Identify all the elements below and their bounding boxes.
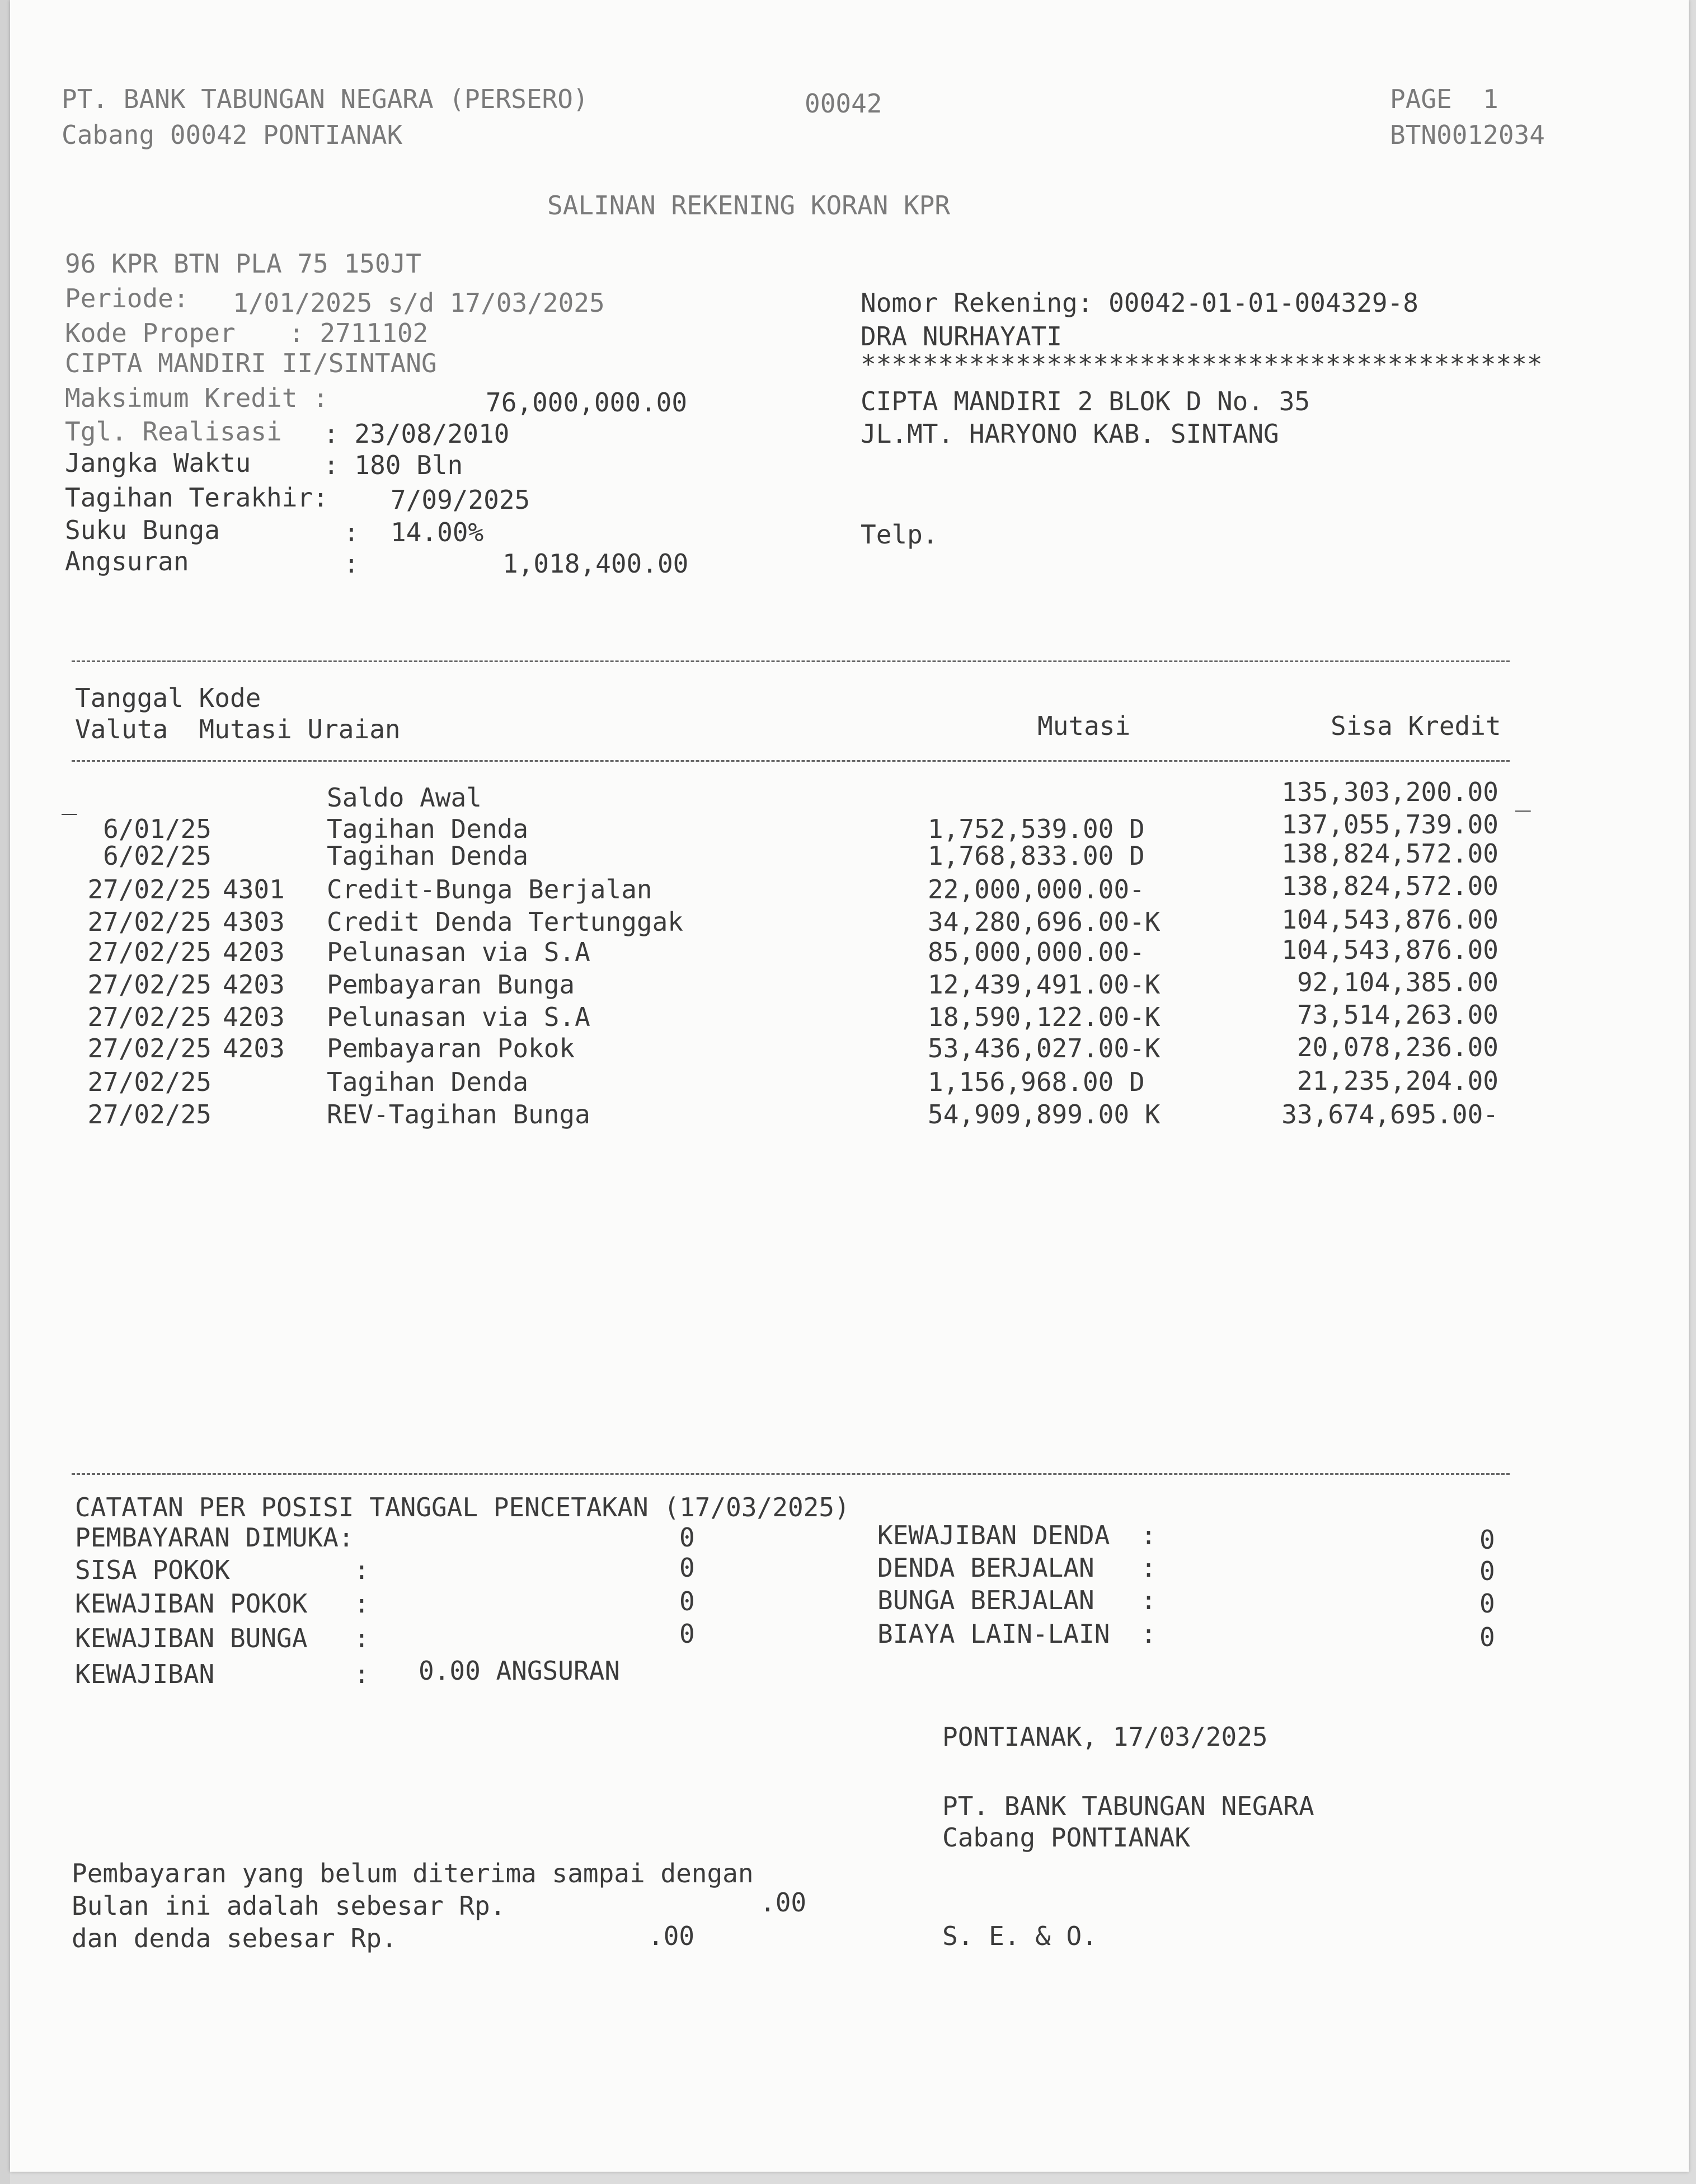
kewajiban-value: 0.00 ANGSURAN bbox=[419, 1656, 621, 1686]
row-sisa-kredit: 33,674,695.00- bbox=[1281, 1099, 1498, 1130]
row-code: 4203 bbox=[223, 969, 285, 1000]
masked-stars: ******************************************** bbox=[861, 349, 1543, 379]
row-description: Tagihan Denda bbox=[327, 1067, 529, 1097]
note-value: 0 bbox=[679, 1553, 695, 1583]
suku-bunga-value: 14.00% bbox=[391, 517, 484, 547]
divider-header bbox=[72, 760, 1510, 762]
document-code: BTN0012034 bbox=[1390, 120, 1545, 150]
branch-code: 00042 bbox=[805, 88, 882, 119]
divider-notes bbox=[72, 1473, 1510, 1475]
angsuran-label: Angsuran bbox=[65, 546, 189, 577]
row-mutasi: 85,000,000.00- bbox=[928, 937, 1145, 967]
row-code: 4203 bbox=[223, 937, 285, 967]
row-description: Pelunasan via S.A bbox=[327, 937, 590, 967]
notes-title: CATATAN PER POSISI TANGGAL PENCETAKAN (17/03/2025) bbox=[75, 1492, 850, 1522]
row-description: Pelunasan via S.A bbox=[327, 1002, 590, 1032]
periode-value: 1/01/2025 s/d 17/03/2025 bbox=[233, 288, 605, 318]
unpaid-note-line-3-value: .00 bbox=[648, 1921, 695, 1951]
angsuran-value: 1,018,400.00 bbox=[502, 549, 689, 579]
row-mutasi: 1,752,539.00 D bbox=[928, 814, 1145, 844]
kode-proper-value: : 2711102 bbox=[289, 318, 429, 348]
nomor-rekening: Nomor Rekening: 00042-01-01-004329-8 bbox=[861, 288, 1418, 318]
note-value: 0 bbox=[679, 1522, 695, 1553]
column-header-sisa-kredit: Sisa Kredit bbox=[1331, 711, 1501, 741]
kode-proper-label: Kode Proper bbox=[65, 318, 236, 348]
scan-edge bbox=[0, 0, 10, 2184]
unpaid-note-line-1: Pembayaran yang belum diterima sampai dengan bbox=[72, 1858, 754, 1888]
row-mutasi: 54,909,899.00 K bbox=[928, 1099, 1161, 1130]
row-sisa-kredit: 20,078,236.00 bbox=[1296, 1032, 1498, 1062]
row-date: 27/02/25 bbox=[87, 1067, 212, 1097]
row-code: 4203 bbox=[223, 1033, 285, 1063]
note-value: 0 bbox=[1479, 1588, 1495, 1619]
row-sisa-kredit: 73,514,263.00 bbox=[1296, 1000, 1498, 1030]
note-label: KEWAJIBAN POKOK : bbox=[75, 1588, 370, 1619]
row-code: 4203 bbox=[223, 1002, 285, 1032]
row-description: Credit Denda Tertunggak bbox=[327, 907, 683, 937]
row-sisa-kredit: 138,824,572.00 bbox=[1281, 838, 1498, 869]
row-marker: _ bbox=[62, 785, 77, 815]
note-label: BIAYA LAIN-LAIN : bbox=[877, 1619, 1157, 1649]
kewajiban-label: KEWAJIBAN : bbox=[75, 1659, 370, 1689]
row-date: 27/02/25 bbox=[87, 1033, 212, 1063]
row-description: Credit-Bunga Berjalan bbox=[327, 874, 652, 904]
note-value: 0 bbox=[1479, 1556, 1495, 1586]
row-mutasi: 1,156,968.00 D bbox=[928, 1067, 1145, 1097]
row-mutasi: 12,439,491.00-K bbox=[928, 969, 1161, 1000]
maksimum-kredit-value: 76,000,000.00 bbox=[486, 387, 688, 418]
note-label: KEWAJIBAN DENDA : bbox=[877, 1520, 1157, 1550]
unpaid-note-line-3-label: dan denda sebesar Rp. bbox=[72, 1923, 397, 1953]
row-mutasi: 1,768,833.00 D bbox=[928, 841, 1145, 871]
product-name: 96 KPR BTN PLA 75 150JT bbox=[65, 249, 421, 279]
footer-branch-name: Cabang PONTIANAK bbox=[942, 1822, 1191, 1853]
account-holder-name: DRA NURHAYATI bbox=[861, 321, 1063, 351]
column-header-mutasi: Mutasi bbox=[1037, 711, 1131, 741]
row-mutasi: 22,000,000.00- bbox=[928, 874, 1145, 904]
tagihan-terakhir-label: Tagihan Terakhir: bbox=[65, 482, 328, 513]
footer-bank-name: PT. BANK TABUNGAN NEGARA bbox=[942, 1791, 1314, 1821]
row-date: 6/01/25 bbox=[103, 814, 212, 844]
row-date: 27/02/25 bbox=[87, 1099, 212, 1130]
row-mutasi: 18,590,122.00-K bbox=[928, 1002, 1161, 1032]
row-description: Tagihan Denda bbox=[327, 841, 529, 871]
tgl-realisasi-label: Tgl. Realisasi bbox=[65, 416, 282, 447]
row-description: Pembayaran Pokok bbox=[327, 1033, 575, 1063]
row-sisa-kredit: 92,104,385.00 bbox=[1296, 967, 1498, 997]
row-code: 4301 bbox=[223, 874, 285, 904]
row-mutasi: 53,436,027.00-K bbox=[928, 1033, 1161, 1063]
jangka-waktu-value: : 180 Bln bbox=[323, 450, 463, 480]
unpaid-note-line-2-label: Bulan ini adalah sebesar Rp. bbox=[72, 1891, 506, 1921]
note-label: SISA POKOK : bbox=[75, 1555, 370, 1585]
note-label: PEMBAYARAN DIMUKA: bbox=[75, 1522, 354, 1553]
note-label: DENDA BERJALAN : bbox=[877, 1553, 1157, 1583]
note-value: 0 bbox=[679, 1586, 695, 1616]
row-description: REV-Tagihan Bunga bbox=[327, 1099, 590, 1130]
address-line-1: CIPTA MANDIRI 2 BLOK D No. 35 bbox=[861, 386, 1310, 416]
row-sisa-kredit: 104,543,876.00 bbox=[1281, 904, 1498, 935]
tgl-realisasi-value: : 23/08/2010 bbox=[323, 419, 510, 449]
jangka-waktu-label: Jangka Waktu bbox=[65, 448, 251, 478]
column-header-tanggal-kode: Tanggal Kode bbox=[75, 683, 261, 713]
row-sisa-kredit: 104,543,876.00 bbox=[1281, 935, 1498, 965]
row-marker: _ bbox=[1515, 781, 1531, 812]
row-date: 27/02/25 bbox=[87, 969, 212, 1000]
statement-paper bbox=[10, 0, 1689, 2172]
row-description: Pembayaran Bunga bbox=[327, 969, 575, 1000]
angsuran-colon: : bbox=[344, 549, 359, 579]
row-description: Saldo Awal bbox=[327, 782, 482, 813]
row-sisa-kredit: 137,055,739.00 bbox=[1281, 809, 1498, 840]
note-value: 0 bbox=[679, 1619, 695, 1649]
suku-bunga-label: Suku Bunga bbox=[65, 515, 220, 545]
tagihan-terakhir-value: 7/09/2025 bbox=[391, 485, 530, 515]
errors-omissions-note: S. E. & O. bbox=[942, 1921, 1097, 1951]
row-date: 27/02/25 bbox=[87, 874, 212, 904]
row-date: 27/02/25 bbox=[87, 1002, 212, 1032]
row-sisa-kredit: 138,824,572.00 bbox=[1281, 871, 1498, 901]
row-date: 27/02/25 bbox=[87, 907, 212, 937]
unpaid-note-line-2-value: .00 bbox=[760, 1887, 807, 1918]
address-line-2: JL.MT. HARYONO KAB. SINTANG bbox=[861, 419, 1279, 449]
maksimum-kredit-label: Maksimum Kredit : bbox=[65, 383, 328, 413]
page-number: PAGE 1 bbox=[1390, 84, 1498, 114]
row-date: 6/02/25 bbox=[103, 841, 212, 871]
note-value: 0 bbox=[1479, 1525, 1495, 1555]
row-code: 4303 bbox=[223, 907, 285, 937]
bank-name: PT. BANK TABUNGAN NEGARA (PERSERO) bbox=[62, 84, 589, 114]
row-sisa-kredit: 135,303,200.00 bbox=[1281, 777, 1498, 807]
note-label: KEWAJIBAN BUNGA : bbox=[75, 1623, 370, 1653]
branch-name: Cabang 00042 PONTIANAK bbox=[62, 120, 403, 150]
suku-bunga-colon: : bbox=[344, 517, 359, 547]
divider-top bbox=[72, 660, 1510, 662]
row-sisa-kredit: 21,235,204.00 bbox=[1296, 1066, 1498, 1096]
note-value: 0 bbox=[1479, 1622, 1495, 1652]
telp-label: Telp. bbox=[861, 519, 938, 550]
note-label: BUNGA BERJALAN : bbox=[877, 1585, 1157, 1615]
periode-label: Periode: bbox=[65, 283, 189, 313]
row-mutasi: 34,280,696.00-K bbox=[928, 907, 1161, 937]
place-date: PONTIANAK, 17/03/2025 bbox=[942, 1722, 1268, 1752]
row-description: Tagihan Denda bbox=[327, 814, 529, 844]
row-date: 27/02/25 bbox=[87, 937, 212, 967]
column-header-valuta-mutasi-uraian: Valuta Mutasi Uraian bbox=[75, 714, 401, 744]
project-name: CIPTA MANDIRI II/SINTANG bbox=[65, 348, 437, 378]
document-title: SALINAN REKENING KORAN KPR bbox=[547, 190, 951, 221]
